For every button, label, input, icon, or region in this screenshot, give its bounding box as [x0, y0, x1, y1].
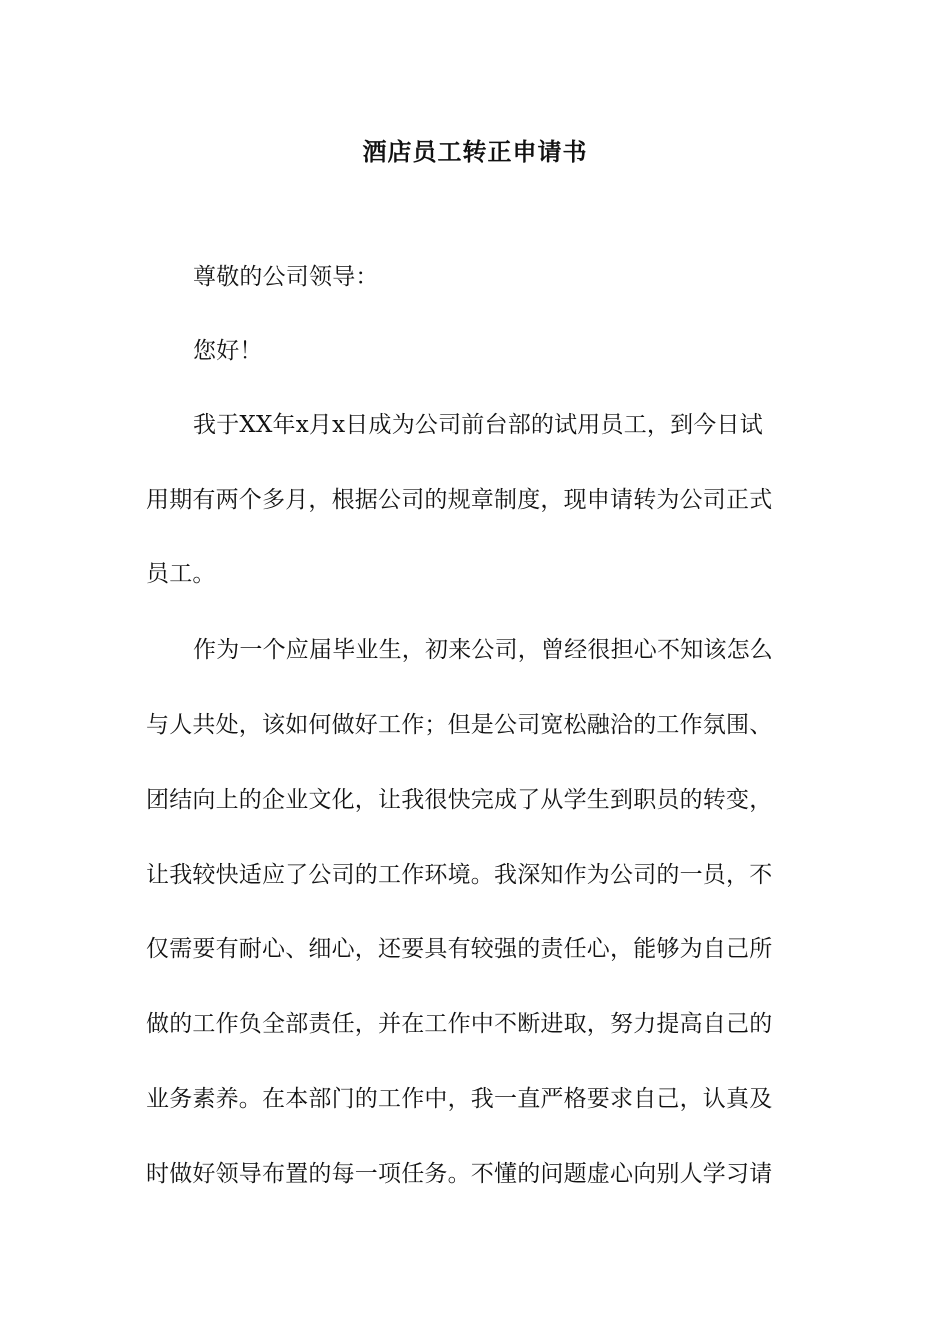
paragraph-2-line-7: 业务素养。在本部门的工作中，我一直严格要求自己，认真及 — [146, 1086, 773, 1112]
paragraph-2-line-5: 仅需要有耐心、细心，还要具有较强的责任心，能够为自己所 — [146, 936, 773, 962]
paragraph-2-line-2: 与人共处，该如何做好工作；但是公司宽松融洽的工作氛围、 — [146, 712, 773, 738]
salutation: 尊敬的公司领导： — [193, 264, 379, 290]
paragraph-2-line-3: 团结向上的企业文化，让我很快完成了从学生到职员的转变， — [146, 787, 773, 813]
paragraph-1-line-2: 用期有两个多月，根据公司的规章制度，现申请转为公司正式 — [146, 487, 773, 513]
greeting: 您好！ — [193, 338, 263, 364]
paragraph-2-line-4: 让我较快适应了公司的工作环境。我深知作为公司的一员，不 — [146, 862, 773, 888]
paragraph-2-line-8: 时做好领导布置的每一项任务。不懂的问题虚心向别人学习请 — [146, 1161, 773, 1187]
paragraph-1-line-3: 员工。 — [146, 561, 216, 587]
paragraph-1-line-1: 我于XX年x月x日成为公司前台部的试用员工，到今日试 — [193, 412, 763, 438]
paragraph-2-line-1: 作为一个应届毕业生，初来公司，曾经很担心不知该怎么 — [193, 637, 773, 663]
paragraph-2-line-6: 做的工作负全部责任，并在工作中不断进取，努力提高自己的 — [146, 1011, 773, 1037]
document-title: 酒店员工转正申请书 — [362, 137, 588, 166]
